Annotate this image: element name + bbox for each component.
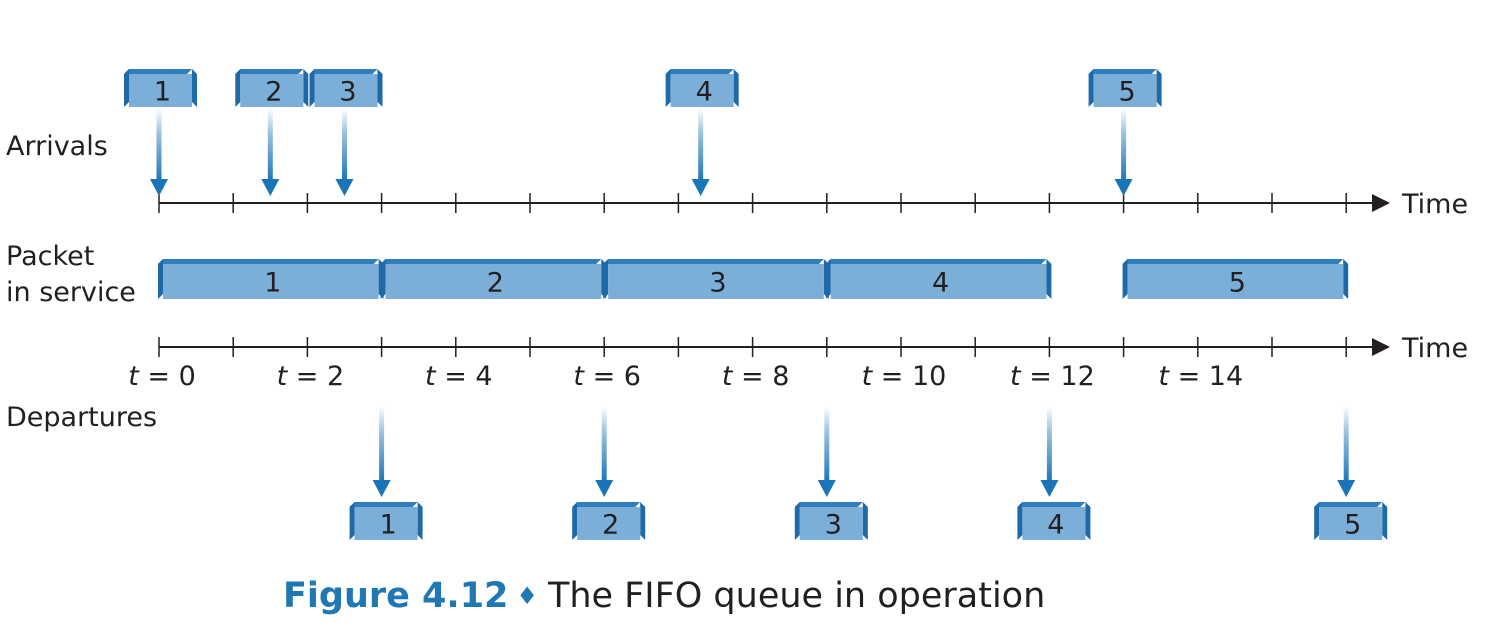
arrival-packet-3 — [310, 69, 383, 108]
departure-arrow-1-shaft — [379, 406, 384, 483]
arrival-packet-1 — [124, 69, 197, 108]
arrival-packet-1-right-face — [192, 69, 197, 107]
arrival-arrow-3-shaft — [342, 108, 347, 182]
arrival-packet-3-side-face — [310, 69, 315, 107]
time-axis-bottom-arrowhead — [1372, 338, 1390, 356]
arrival-arrow-3-head — [336, 179, 354, 196]
departure-packet-4 — [1017, 502, 1090, 541]
arrival-packet-1-label: 1 — [153, 76, 172, 108]
departure-arrow-5 — [1337, 406, 1355, 497]
arrival-arrow-2-head — [261, 179, 279, 196]
arrival-packet-5-label: 5 — [1118, 76, 1136, 108]
figure-caption-text: The FIFO queue in operation — [547, 576, 1046, 616]
arrival-packet-1-side-face — [124, 69, 129, 107]
arrival-packet-2-label: 2 — [265, 76, 283, 108]
departure-arrow-1 — [373, 406, 391, 497]
tick-label-2: t = 4 — [425, 361, 493, 392]
service-bar-1 — [158, 259, 384, 299]
departure-packet-5 — [1314, 502, 1387, 541]
departure-packet-3-top-face — [795, 502, 863, 507]
time-axis-label-top: Time — [1402, 189, 1469, 220]
arrival-packet-2 — [235, 69, 308, 108]
departure-packet-5-right-face — [1382, 502, 1387, 540]
departure-packet-1-label: 1 — [379, 509, 397, 541]
departure-packet-1-side-face — [350, 502, 355, 540]
arrival-packet-5 — [1089, 69, 1162, 108]
departures-label: Departures — [6, 402, 158, 433]
arrival-packet-2-right-face — [303, 69, 308, 107]
departure-packet-1-right-face — [418, 502, 423, 540]
departure-packet-4-side-face — [1017, 502, 1022, 540]
service-bar-2-label: 2 — [486, 267, 504, 299]
service-bar-3 — [603, 259, 829, 299]
departure-packet-1 — [350, 502, 423, 541]
departure-packet-3-right-face — [863, 502, 868, 540]
departure-packet-3-label: 3 — [824, 509, 842, 541]
arrival-arrow-1 — [150, 108, 168, 196]
arrival-packet-3-right-face — [378, 69, 383, 107]
service-bar-4-side-face — [826, 259, 831, 299]
arrival-packet-3-label: 3 — [339, 76, 357, 108]
arrival-arrow-4-head — [692, 179, 710, 196]
arrival-arrow-3 — [336, 108, 354, 196]
service-bar-5-right-face — [1343, 259, 1348, 299]
arrival-packet-4-label: 4 — [695, 76, 713, 108]
tick-label-3: t = 6 — [573, 361, 641, 392]
departure-packet-2-label: 2 — [602, 509, 620, 541]
tick-label-5: t = 10 — [861, 361, 947, 392]
service-bar-2-side-face — [381, 259, 386, 299]
departure-packet-5-side-face — [1314, 502, 1319, 540]
departure-arrow-3-shaft — [824, 406, 829, 483]
diamond-icon: ♦ — [516, 582, 538, 610]
departure-arrow-1-head — [373, 480, 391, 497]
time-axis-label-bottom: Time — [1402, 333, 1469, 364]
service-bar-3-side-face — [603, 259, 608, 299]
service-bar-1-label: 1 — [264, 267, 282, 299]
arrival-arrow-1-shaft — [157, 108, 162, 182]
service-bar-2-top-face — [381, 259, 602, 264]
tick-label-1: t = 2 — [276, 361, 345, 392]
departure-packet-2 — [572, 502, 645, 541]
departure-packet-3 — [795, 502, 868, 541]
departure-packet-4-top-face — [1017, 502, 1085, 507]
arrival-packet-3-top-face — [310, 69, 378, 74]
service-bar-1-side-face — [158, 259, 163, 299]
arrival-arrow-2-shaft — [268, 108, 273, 182]
arrival-packet-2-top-face — [235, 69, 303, 74]
arrival-arrow-1-head — [150, 179, 168, 196]
departure-packet-2-side-face — [572, 502, 577, 540]
departure-packet-4-right-face — [1085, 502, 1090, 540]
arrival-packet-4-top-face — [666, 69, 734, 74]
departure-packet-5-label: 5 — [1344, 509, 1362, 541]
service-bar-5-top-face — [1123, 259, 1344, 264]
service-bar-3-top-face — [603, 259, 824, 264]
packet-in-service-label-line2: in service — [6, 277, 136, 308]
tick-label-6: t = 12 — [1010, 361, 1095, 392]
departure-packet-3-side-face — [795, 502, 800, 540]
arrival-packet-5-top-face — [1089, 69, 1157, 74]
tick-label-0: t = 0 — [128, 361, 196, 392]
arrival-packet-1-top-face — [124, 69, 192, 74]
departure-arrow-3 — [818, 406, 836, 497]
arrival-packet-5-side-face — [1089, 69, 1094, 107]
arrival-packet-5-right-face — [1157, 69, 1162, 107]
service-bar-5 — [1123, 259, 1349, 299]
service-bar-2 — [381, 259, 607, 299]
departure-packet-4-label: 4 — [1047, 509, 1065, 541]
arrival-packet-4-side-face — [666, 69, 671, 107]
departure-arrow-2 — [595, 406, 613, 497]
departure-arrow-3-head — [818, 480, 836, 497]
arrival-packet-4-right-face — [734, 69, 739, 107]
service-bar-5-label: 5 — [1228, 267, 1246, 299]
tick-label-7: t = 14 — [1158, 361, 1244, 392]
packet-in-service-label-line1: Packet — [6, 241, 95, 272]
departure-packet-2-right-face — [640, 502, 645, 540]
departure-arrow-2-head — [595, 480, 613, 497]
departure-arrow-4 — [1040, 406, 1058, 497]
arrival-arrow-4-shaft — [698, 108, 703, 182]
arrivals-label: Arrivals — [6, 131, 108, 162]
time-axis-top-arrowhead — [1372, 194, 1390, 212]
tick-label-4: t = 8 — [721, 361, 790, 392]
arrival-arrow-5 — [1115, 108, 1133, 196]
service-bar-3-label: 3 — [709, 267, 727, 299]
service-bar-5-side-face — [1123, 259, 1128, 299]
service-bar-1-top-face — [158, 259, 379, 264]
departure-arrow-5-head — [1337, 480, 1355, 497]
arrival-arrow-4 — [692, 108, 710, 196]
departure-arrow-4-shaft — [1047, 406, 1052, 483]
departure-packet-2-top-face — [572, 502, 640, 507]
arrival-packet-4 — [666, 69, 739, 108]
figure-caption — [283, 576, 1045, 616]
departure-packet-5-top-face — [1314, 502, 1382, 507]
figure-number: Figure 4.12 — [283, 576, 509, 616]
departure-arrow-4-head — [1040, 480, 1058, 497]
departure-packet-1-top-face — [350, 502, 418, 507]
service-bar-4 — [826, 259, 1052, 299]
service-bar-4-top-face — [826, 259, 1047, 264]
arrival-packet-2-side-face — [235, 69, 240, 107]
arrival-arrow-2 — [261, 108, 279, 196]
service-bar-4-right-face — [1046, 259, 1051, 299]
departure-arrow-2-shaft — [602, 406, 607, 483]
arrival-arrow-5-head — [1115, 179, 1133, 196]
departure-arrow-5-shaft — [1344, 406, 1349, 483]
arrival-arrow-5-shaft — [1121, 108, 1126, 182]
service-bar-4-label: 4 — [932, 267, 950, 299]
